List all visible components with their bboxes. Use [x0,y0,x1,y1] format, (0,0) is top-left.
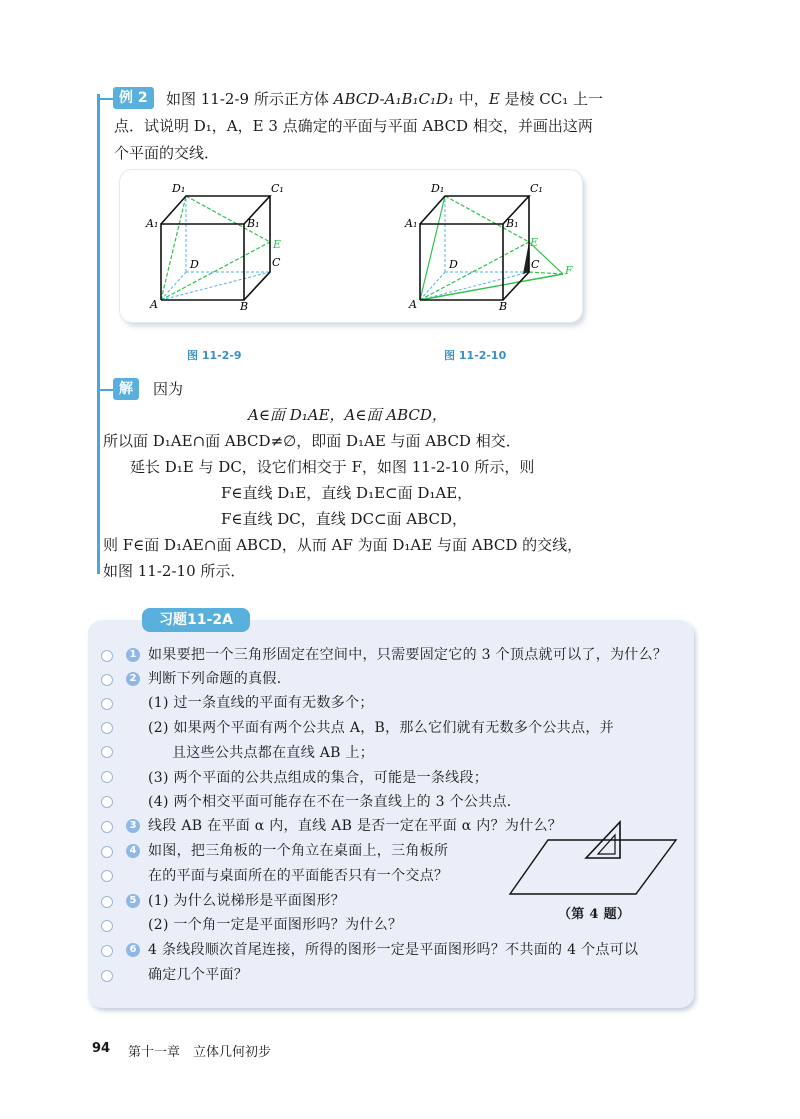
figure-caption-1: 图 11-2-9 [187,349,242,362]
plane-line-ae [161,242,270,300]
binder-hole [101,945,113,957]
label-b-2: B [499,300,508,313]
question-4b: 在的平面与桌面所在的平面能否只有一个交点？ [148,868,449,884]
binder-hole [101,970,113,982]
question-6a: 4 条线段顺次首尾连接，所得的图形一定是平面图形吗？不共面的 4 个点可以 [148,942,639,958]
example-line-1-pre: 如图 11-2-9 所示正方体 [166,90,334,108]
question-number-6: 6 [126,943,140,957]
question-number-4: 4 [126,844,140,858]
label-c1-2: C₁ [530,182,543,195]
solution-tag-line [97,389,113,391]
binder-hole [101,920,113,932]
question-5-1: (1) 为什么说梯形是平面图形？ [148,893,346,909]
question-2-2b: 且这些公共点都在直线 AB 上； [172,745,375,761]
question-2-2a: (2) 如果两个平面有两个公共点 A，B，那么它们就有无数多个公共点，并 [148,720,614,736]
label-a-2: A [409,298,417,311]
label-c: C [272,256,281,269]
label-d1-2: D₁ [431,182,445,195]
example-line-3: 个平面的交线． [114,144,220,162]
plane-line-ad1 [161,196,186,300]
binder-hole [101,821,113,833]
label-e: E [273,238,282,251]
label-d1: D₁ [172,182,186,195]
label-a: A [150,298,158,311]
cube-figures [120,170,582,322]
question-2-4: (4) 两个相交平面可能存在不在一条直线上的 3 个公共点． [148,794,522,810]
solution-line-2: 所以面 D₁AE∩面 ABCD≠∅，即面 D₁AE 与面 ABCD 相交． [103,432,521,450]
example-tag: 例 2 [113,87,154,109]
question-number-2: 2 [126,672,140,686]
label-f: F [565,264,573,277]
example-line-1-math: ABCD-A₁B₁C₁D₁ [333,90,455,108]
question-5-2: (2) 一个角一定是平面图形吗？为什么？ [148,917,403,933]
table-plane [510,840,676,894]
binder-hole [101,674,113,686]
triangle-ruler-inner [598,835,615,854]
question-4a: 如图，把三角板的一个角立在桌面上，三角板所 [148,843,449,859]
extension-cf [529,272,563,274]
label-c-2: C [531,258,540,271]
shaded-wedge [523,242,529,274]
solution-line-7: 如图 11-2-10 所示． [103,562,246,580]
binder-hole [101,846,113,858]
label-c1: C₁ [271,182,284,195]
question-number-1: 1 [126,648,140,662]
solution-tag: 解 [113,378,139,400]
example-line-1-e: E [488,90,500,108]
label-b1-2: B₁ [506,217,519,230]
margin-accent-line [97,94,100,574]
label-d-2: D [449,258,458,271]
figure-caption-2: 图 11-2-10 [444,349,507,362]
figure-11-2-9 [145,182,284,313]
question-3: 线段 AB 在平面 α 内，直线 AB 是否一定在平面 α 内？为什么？ [148,818,563,834]
intersection-af [420,274,563,300]
example-line-1 [166,86,603,112]
solution-line-1: A∈面 D₁AE，A∈面 ABCD， [248,406,447,424]
question-2-1: (1) 过一条直线的平面有无数多个； [148,695,374,711]
example-line-1-mid: 中， [454,90,489,108]
label-b1: B₁ [247,217,260,230]
binder-hole [101,722,113,734]
question-6b: 确定几个平面？ [148,967,249,983]
binder-hole [101,698,113,710]
question-1: 如果要把一个三角形固定在空间中，只需要固定它的 3 个顶点就可以了，为什么？ [148,647,668,663]
triangle-ruler-figure [508,818,678,898]
question-2-3: (3) 两个平面的公共点组成的集合，可能是一条线段； [148,770,489,786]
binder-hole [101,746,113,758]
question-4-figure-caption: （第 4 题） [558,907,631,922]
label-e-2: E [530,236,539,249]
solution-line-6: 则 F∈面 D₁AE∩面 ABCD，从而 AF 为面 D₁AE 与面 ABCD 的交线， [103,536,583,554]
figure-11-2-10 [404,182,573,313]
binder-hole [101,896,113,908]
solution-line-0: 因为 [153,380,184,398]
example-line-1-post: 是棱 CC₁ 上一 [499,90,604,108]
label-d: D [190,258,199,271]
solution-line-3: 延长 D₁E 与 DC，设它们相交于 F，如图 11-2-10 所示，则 [130,458,535,476]
label-a1-2: A₁ [405,217,418,230]
binder-hole [101,796,113,808]
solution-line-5: F∈直线 DC，直线 DC⊂面 ABCD， [221,510,468,528]
binder-hole [101,870,113,882]
plane-line-ad1-2 [420,196,445,300]
question-2: 判断下列命题的真假． [148,671,291,687]
solution-line-4: F∈直线 D₁E，直线 D₁E⊂面 D₁AE， [221,484,473,502]
hidden-diag-ac-2 [420,272,529,300]
page-number: 94 [92,1041,111,1056]
binder-hole [101,771,113,783]
exercise-title: 习题11-2A [142,608,250,632]
label-a1: A₁ [146,217,159,230]
plane-line-ae-2 [420,242,529,300]
question-number-5: 5 [126,894,140,908]
label-b: B [240,300,249,313]
right-face [244,196,270,300]
hidden-diag-ac [161,272,270,300]
chapter-title: 第十一章 立体几何初步 [128,1045,272,1060]
figure-panel [120,170,582,322]
example-line-2: 点．试说明 D₁，A，E 3 点确定的平面与平面 ABCD 相交，并画出这两 [114,117,593,135]
example-tag-line [97,98,113,100]
question-number-3: 3 [126,819,140,833]
binder-hole [101,650,113,662]
